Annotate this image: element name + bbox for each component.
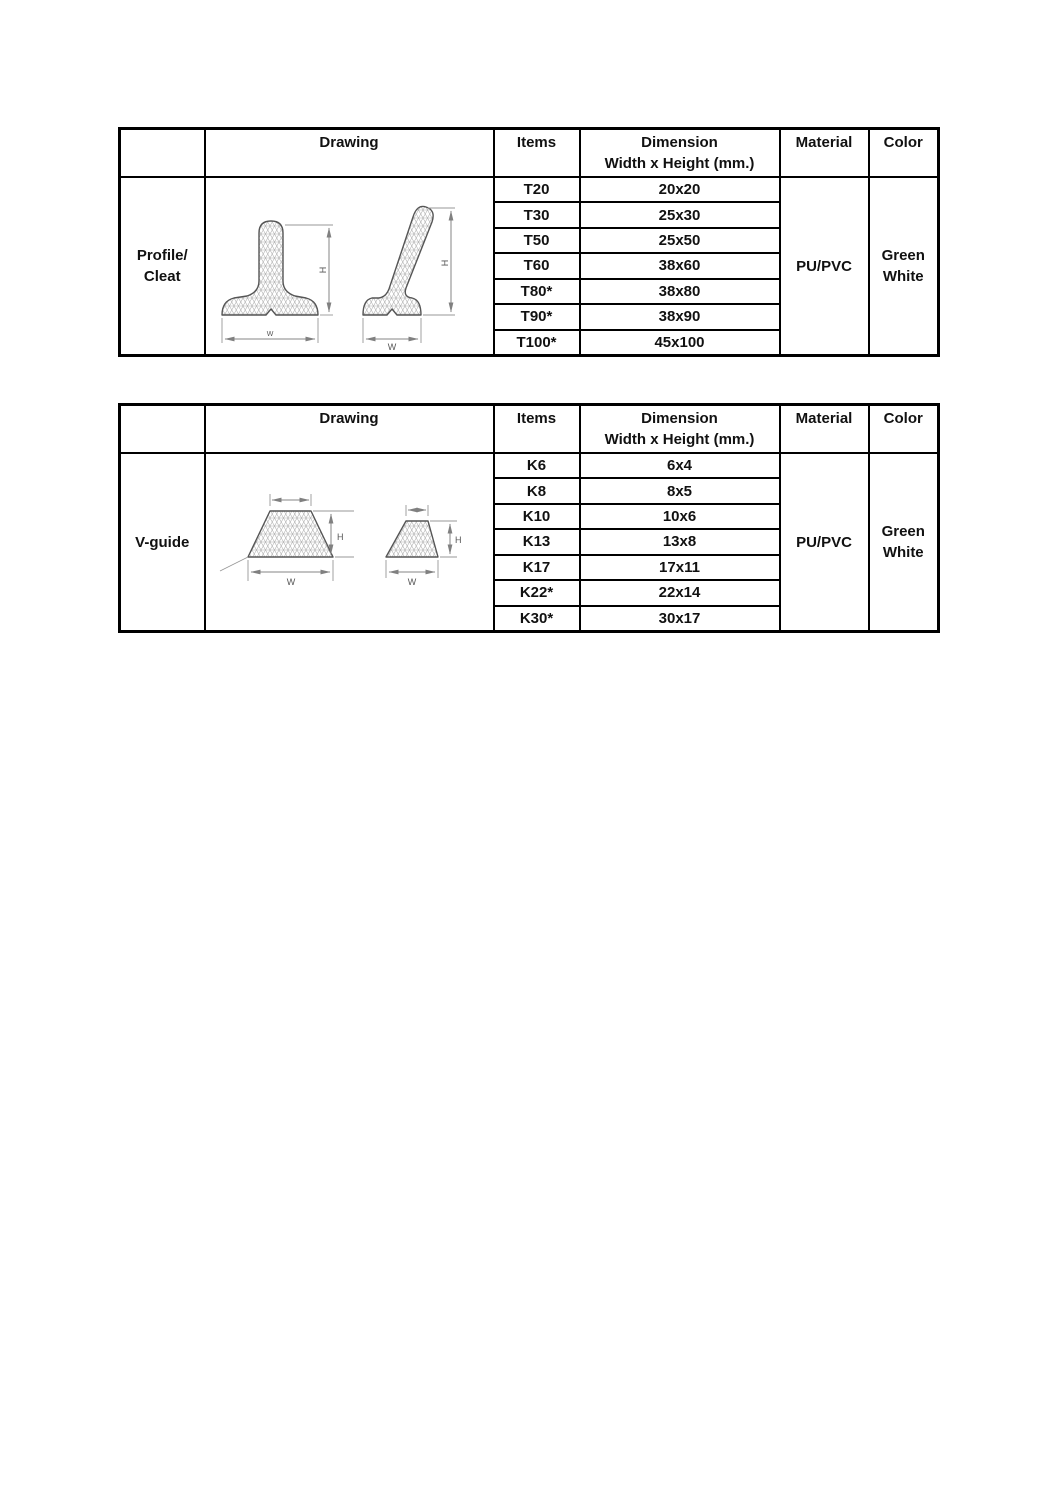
header-dimension [580,405,780,454]
header-dimension [580,129,780,178]
color-cell [869,453,939,632]
dimension-cell: 10x6 [580,504,780,529]
header-material: Material [780,129,869,178]
item-cell: K10 [494,504,580,529]
dimension-title: Dimension [641,410,718,427]
item-cell: K6 [494,453,580,478]
dimension-cell: 8x5 [580,478,780,503]
leader-line [220,557,248,571]
drawing-cell [205,453,494,632]
large-trapezoid-shape [248,511,333,557]
dimension-cell: 13x8 [580,529,780,554]
v-guide-table [118,403,940,633]
color-line2: White [882,268,924,285]
dimension-title: Dimension [641,134,718,151]
dimension-cell: 25x50 [580,228,780,253]
dimension-cell: 25x30 [580,202,780,227]
dimension-subtitle: Width x Height (mm.) [604,155,755,172]
table-row [120,453,939,478]
item-cell: T100* [494,330,580,356]
small-trapezoid-shape [386,521,438,557]
material-cell: PU/PVC [780,177,869,356]
w-dimension-label: W [286,577,295,587]
dimension-subtitle: Width x Height (mm.) [604,431,755,448]
w-dimension-label: W [387,342,396,352]
item-cell: T80* [494,279,580,304]
dimension-cell: 38x90 [580,304,780,329]
item-cell: T60 [494,253,580,278]
dimension-cell: 38x60 [580,253,780,278]
header-items: Items [494,405,580,454]
header-color: Color [869,129,939,178]
item-cell: T90* [494,304,580,329]
h-dimension-label: H [317,266,328,274]
header-row [120,129,939,178]
header-row [120,405,939,454]
slanted-cleat-shape [363,206,433,315]
v-guide-drawing [207,454,492,630]
dimension-cell: 38x80 [580,279,780,304]
w-dimension-label: W [266,331,273,338]
item-cell: K13 [494,529,580,554]
dimension-cell: 6x4 [580,453,780,478]
category-cell [120,453,205,632]
category-line2: Cleat [143,268,181,285]
item-cell: T20 [494,177,580,202]
color-line1: Green [881,523,925,540]
header-material: Material [780,405,869,454]
color-line2: White [882,544,924,561]
h-dimension-label: H [454,535,461,545]
h-dimension-label: H [336,532,343,542]
dimension-cell: 45x100 [580,330,780,356]
table-row [120,177,939,202]
item-cell: K22* [494,580,580,605]
header-color: Color [869,405,939,454]
drawing-cell [205,177,494,356]
category-line1: V-guide [135,533,190,551]
item-cell: K8 [494,478,580,503]
w-dimension-label: W [407,577,416,587]
item-cell: K30* [494,606,580,632]
header-drawing: Drawing [205,129,494,178]
h-dimension-label: H [439,259,450,267]
dimension-cell: 30x17 [580,606,780,632]
header-items: Items [494,129,580,178]
corner-cell [120,129,205,178]
item-cell: T30 [494,202,580,227]
item-cell: K17 [494,555,580,580]
color-cell [869,177,939,356]
dimension-cell: 17x11 [580,555,780,580]
dimension-cell: 20x20 [580,177,780,202]
color-line1: Green [881,247,925,264]
dimension-cell: 22x14 [580,580,780,605]
category-line1: Profile/ [136,247,188,264]
header-drawing: Drawing [205,405,494,454]
profile-cleat-drawing [207,178,492,354]
item-cell: T50 [494,228,580,253]
category-cell [120,177,205,356]
t-profile-shape [222,221,318,315]
material-cell: PU/PVC [780,453,869,632]
corner-cell [120,405,205,454]
profile-cleat-table [118,127,940,357]
